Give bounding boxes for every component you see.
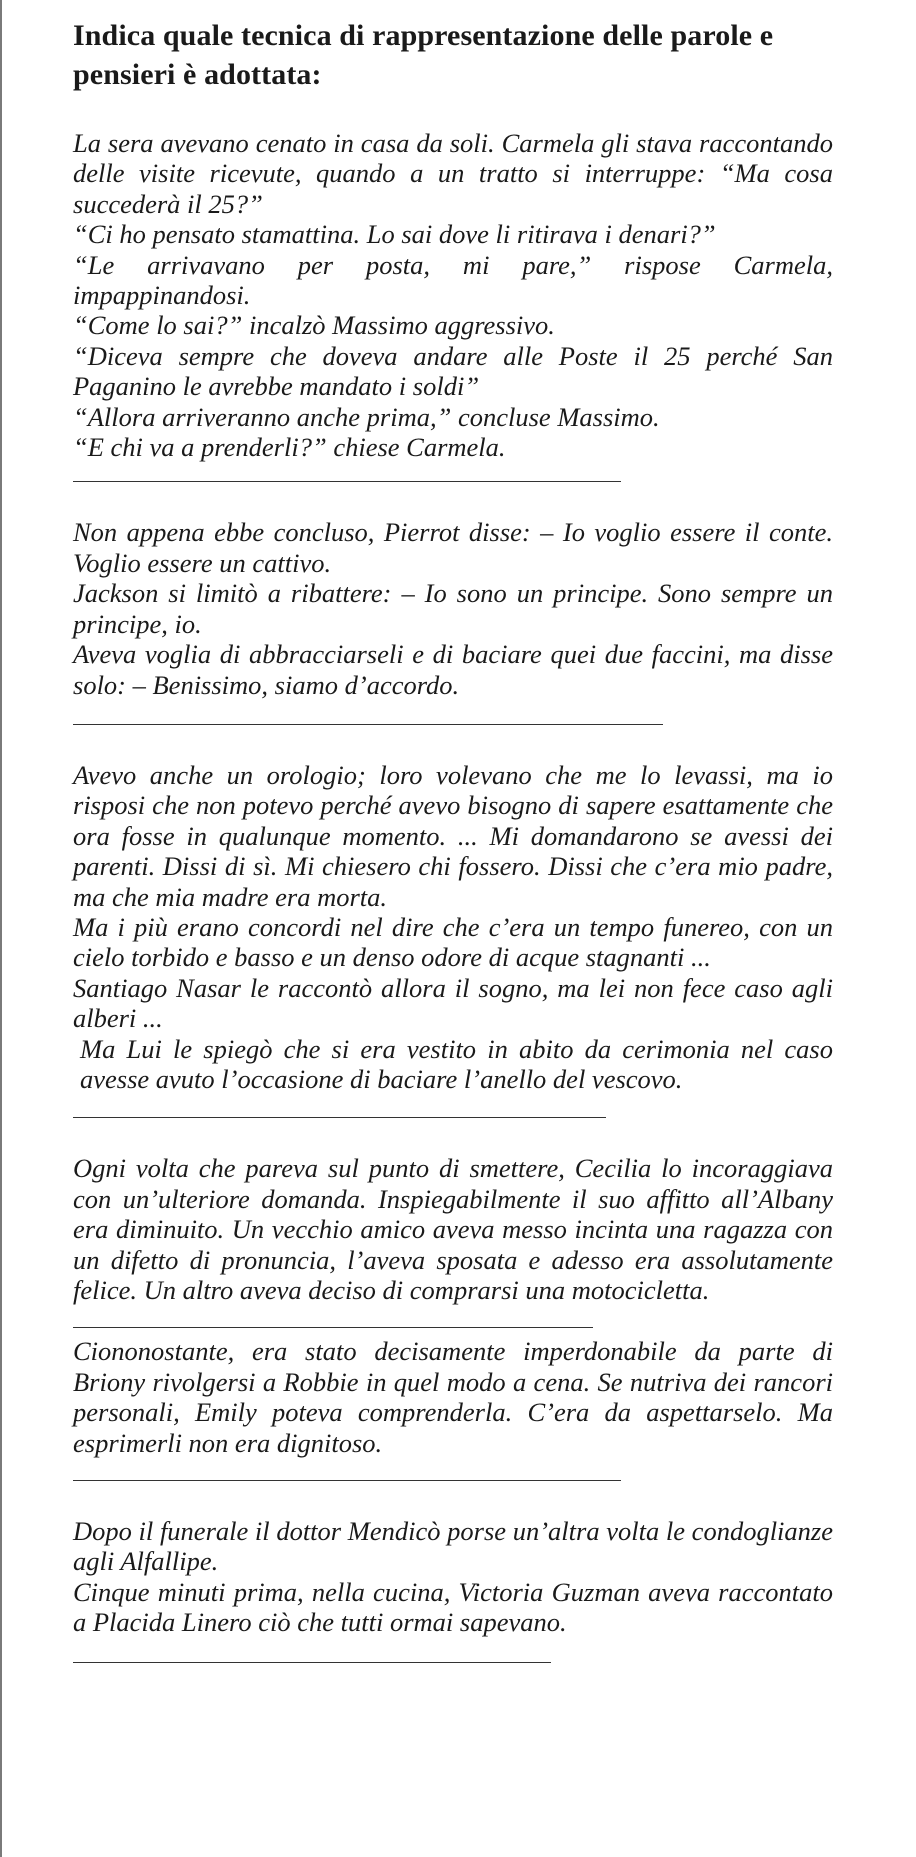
passage-paragraph: “Ci ho pensato stamattina. Lo sai dove li ritirava i denari?” <box>73 219 716 250</box>
passage-paragraph: Ma i più erano concordi nel dire che c’era un tempo funereo, con un cielo torbido e basso e un denso odore di acque stagnanti ... <box>73 911 833 973</box>
passage-2 <box>73 517 833 699</box>
passage-paragraph: Santiago Nasar le raccontò allora il sogno, ma lei non fece caso agli alberi ... <box>73 972 833 1034</box>
passage-paragraph: La sera avevano cenato in casa da soli. Carmela gli stava raccontando delle visite ricevute, quando a un tratto si interruppe: “Ma cosa succederà il 25?” <box>73 128 833 219</box>
passage-4 <box>73 1153 833 1305</box>
answer-line-1[interactable] <box>73 481 621 482</box>
passage-5 <box>73 1336 833 1458</box>
passage-paragraph: “Come lo sai?” incalzò Massimo aggressivo. <box>73 310 555 341</box>
passage-6 <box>73 1516 833 1638</box>
passage-paragraph: “Le arrivavano per posta, mi pare,” rispose Carmela, impappinandosi. <box>73 249 833 311</box>
passage-paragraph: “Diceva sempre che doveva andare alle Poste il 25 perché San Paganino le avrebbe mandato i soldi” <box>73 340 833 402</box>
passage-3 <box>73 760 833 1094</box>
passage-paragraph: Ma Lui le spiegò che si era vestito in abito da cerimonia nel caso avesse avuto l’occasione di baciare l’anello del vescovo. <box>80 1033 833 1094</box>
passage-paragraph: Dopo il funerale il dottor Mendicò porse un’altra volta le condoglianze agli Alfallipe. <box>73 1516 833 1577</box>
exercise-instruction: Indica quale tecnica di rappresentazione delle parole e pensieri è adottata: <box>73 19 774 91</box>
answer-line-2[interactable] <box>73 724 663 725</box>
passage-paragraph: Jackson si limitò a ribattere: – Io sono un principe. Sono sempre un principe, io. <box>73 578 833 639</box>
passage-paragraph: Aveva voglia di abbracciarseli e di baciare quei due faccini, ma disse solo: – Benissimo, siamo d’accordo. <box>73 639 833 700</box>
answer-line-3[interactable] <box>73 1117 606 1118</box>
passage-paragraph: “Allora arriveranno anche prima,” concluse Massimo. <box>73 401 660 432</box>
passage-paragraph: Non appena ebbe concluso, Pierrot disse: – Io voglio essere il conte. Voglio essere un cattivo. <box>73 517 833 578</box>
passage-paragraph: Ciononostante, era stato decisamente imperdonabile da parte di Briony rivolgersi a Robbie in quel modo a cena. Se nutriva dei rancori personali, Emily poteva comprenderla. C’era da aspettarselo. Ma esprimerli non era dignitoso. <box>73 1336 833 1458</box>
passage-paragraph: Ogni volta che pareva sul punto di smettere, Cecilia lo incoraggiava con un’ulteriore domanda. Inspiegabilmente il suo affitto all’Albany era diminuito. Un vecchio amico aveva messo incinta una ragazza con un difetto di pronuncia, l’aveva sposata e adesso era assolutamente felice. Un altro aveva deciso di comprarsi una motocicletta. <box>73 1153 833 1305</box>
passage-paragraph: “E chi va a prenderli?” chiese Carmela. <box>73 432 506 463</box>
answer-line-4[interactable] <box>73 1327 593 1328</box>
passage-paragraph: Cinque minuti prima, nella cucina, Victoria Guzman aveva raccontato a Placida Linero ciò che tutti ormai sapevano. <box>73 1576 833 1638</box>
page-edge <box>0 0 2 1857</box>
worksheet <box>73 0 833 1663</box>
passage-1 <box>73 128 833 462</box>
passage-paragraph: Avevo anche un orologio; loro volevano che me lo levassi, ma io risposi che non potevo perché avevo bisogno di sapere esattamente che ora fosse in qualunque momento. ... Mi domandarono se avessi dei parenti. Dissi di sì. Mi chiesero chi fossero. Dissi che c’era mio padre, ma che mia madre era morta. <box>73 759 833 912</box>
answer-line-6[interactable] <box>73 1662 551 1663</box>
answer-line-5[interactable] <box>73 1480 621 1481</box>
